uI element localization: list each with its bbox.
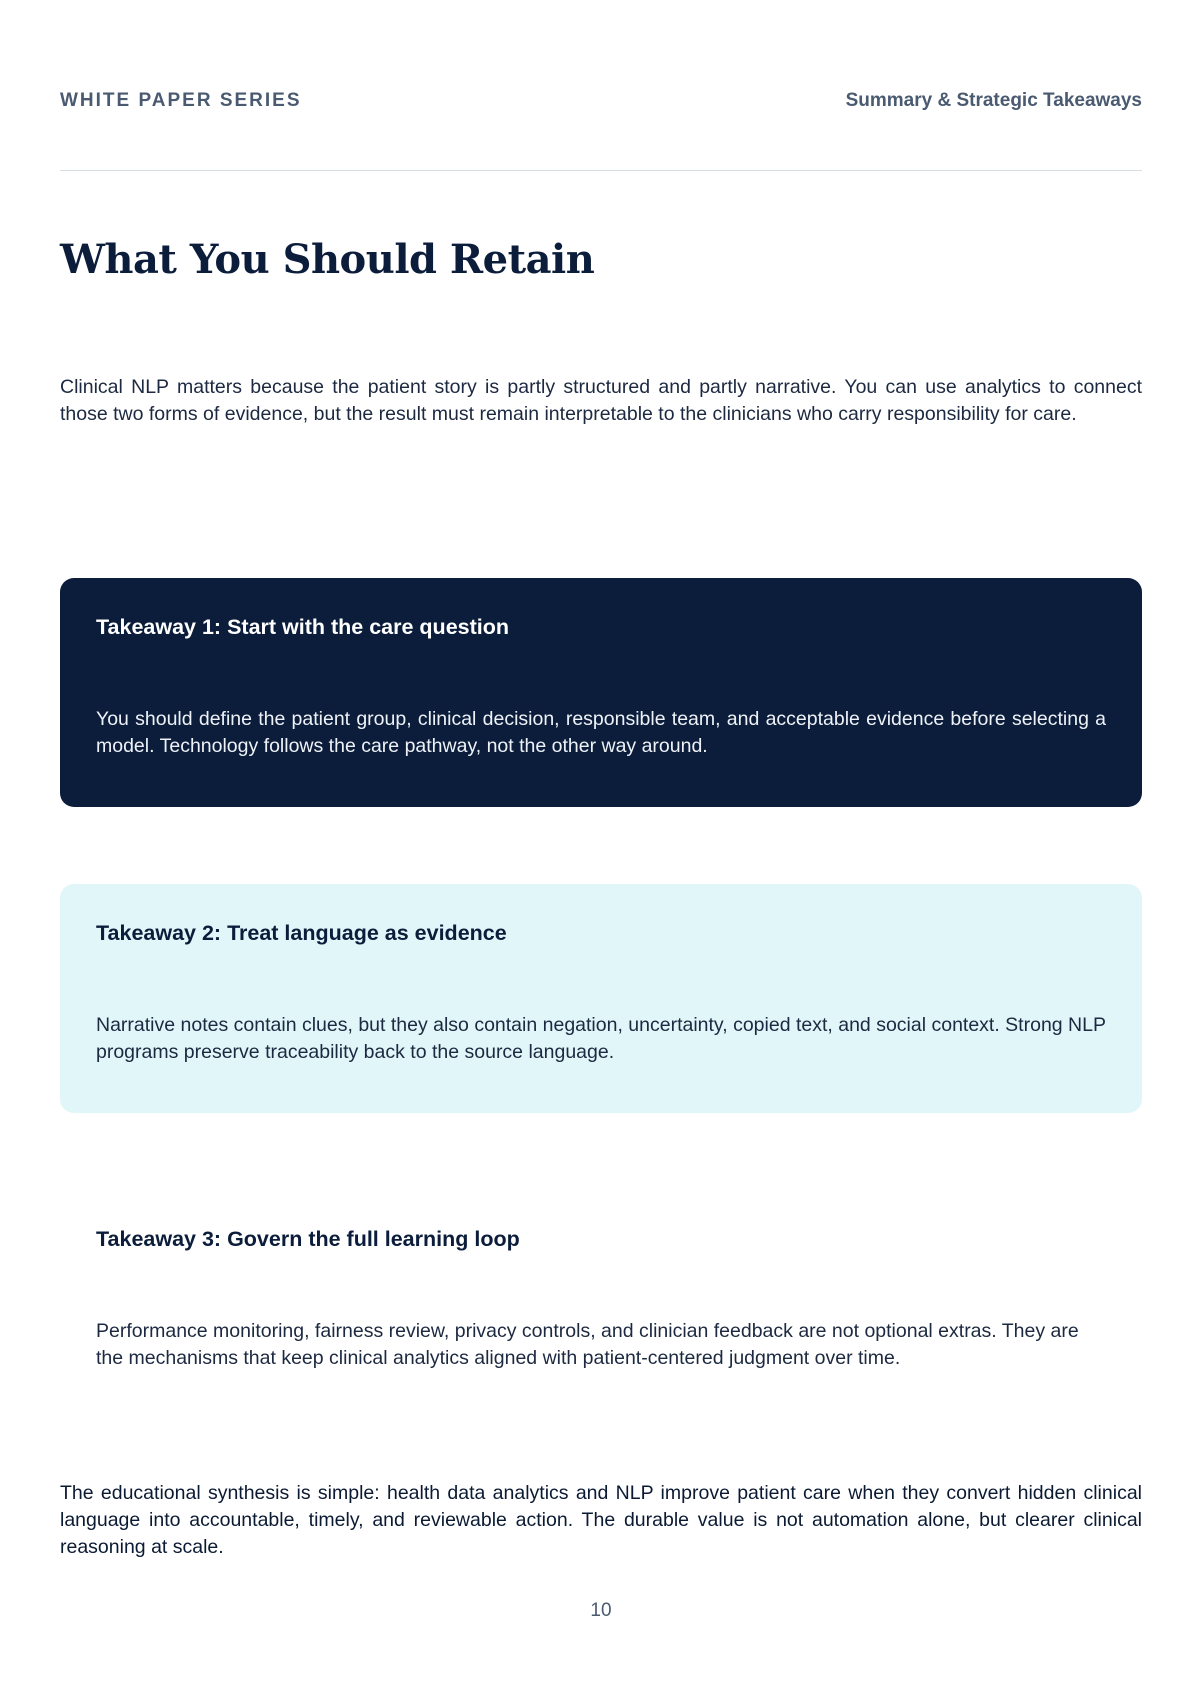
takeaway-heading-1: Takeaway 1: Start with the care question	[96, 615, 510, 639]
section-title: Summary & Strategic Takeaways	[845, 90, 1142, 111]
takeaway-card-1	[60, 578, 1142, 807]
takeaway-card-2	[60, 884, 1142, 1113]
intro-paragraph: Clinical NLP matters because the patient story is partly structured and partly narrative. You can use analytics to connect those two forms of evidence, but the result must remain interpretable to the clinicians who carry responsibility for care.	[60, 376, 1142, 425]
takeaway-heading-2: Takeaway 2: Treat language as evidence	[96, 921, 507, 945]
takeaway-body-1: You should define the patient group, clinical decision, responsible team, and acceptable evidence before selecting a model. Technology follows the care pathway, not the other way around.	[96, 708, 1106, 757]
page-header	[60, 86, 1142, 116]
conclusion-paragraph: The educational synthesis is simple: health data analytics and NLP improve patient care when they convert hidden clinical language into accountable, timely, and reviewable action. The durable value is not automation alone, but clearer clinical reasoning at scale.	[60, 1482, 1142, 1558]
takeaway-card-3	[60, 1190, 1142, 1419]
takeaway-heading-3: Takeaway 3: Govern the full learning loop	[96, 1227, 520, 1251]
page-number: 10	[590, 1600, 612, 1621]
series-label: WHITE PAPER SERIES	[60, 90, 302, 111]
header-divider	[60, 170, 1142, 171]
page-title: What You Should Retain	[60, 236, 595, 283]
takeaway-body-3: Performance monitoring, fairness review, privacy controls, and clinician feedback are not optional extras. They are the mechanisms that keep clinical analytics aligned with patient-centered judgment over time.	[96, 1320, 1079, 1369]
takeaway-body-2: Narrative notes contain clues, but they also contain negation, uncertainty, copied text, and social context. Strong NLP programs preserve traceability back to the source language.	[96, 1014, 1106, 1063]
